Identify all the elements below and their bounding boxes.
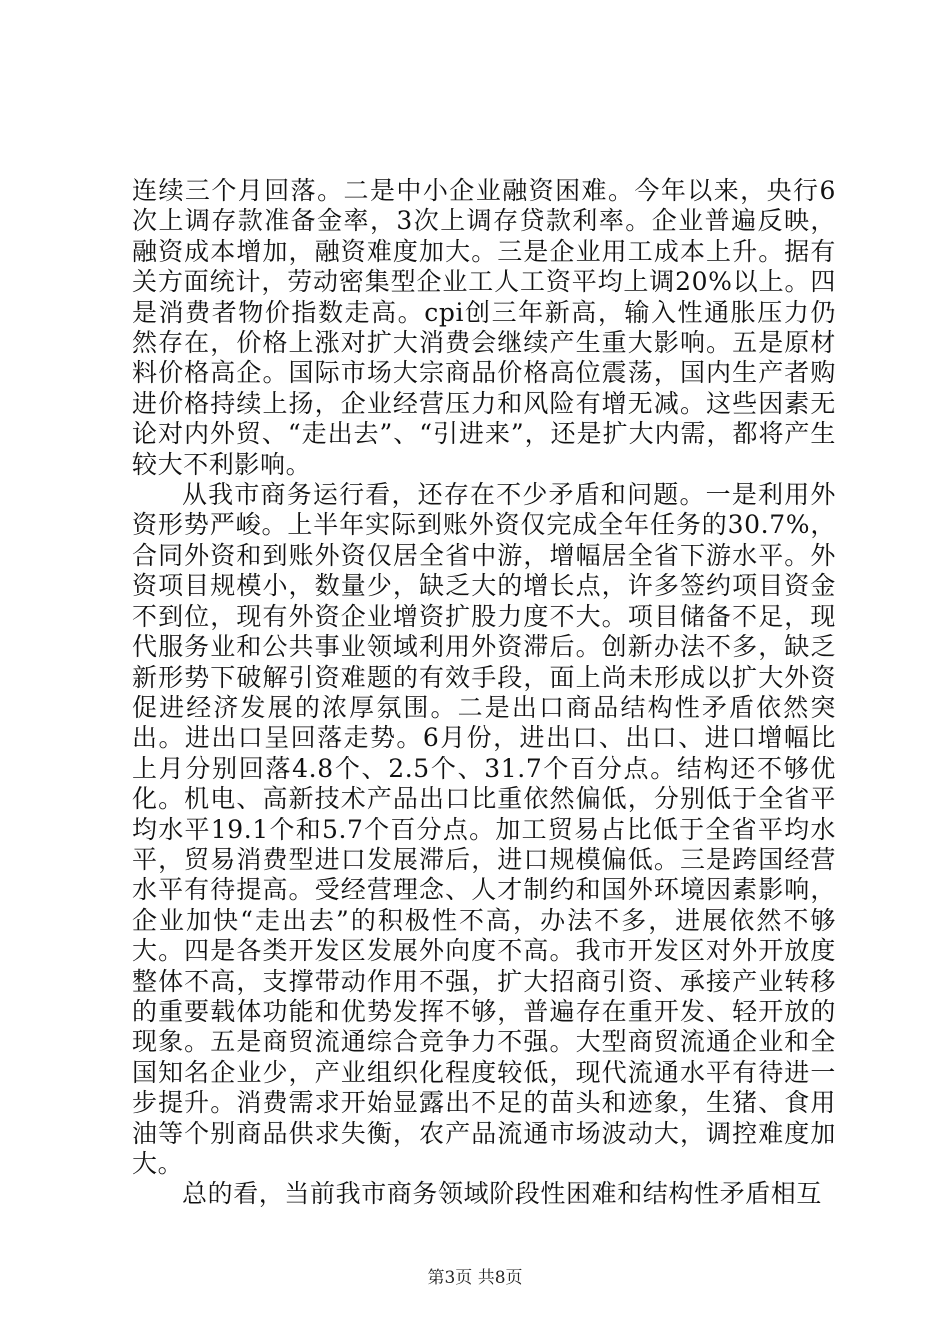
paragraph-1: 连续三个月回落。二是中小企业融资困难。今年以来，央行6次上调存款准备金率，3次上调存贷款利率。企业普遍反映，融资成本增加，融资难度加大。三是企业用工成本上升。据有关方面统计，劳动密集型企业工人工资平均上调20%以上。四是消费者物价指数走高。cpi创三年新高，输入性通胀压力仍然存在，价格上涨对扩大消费会继续产生重大影响。五是原材料价格高企。国际市场大宗商品价格高位震荡，国内生产者购进价格持续上扬，企业经营压力和风险有增无减。这些因素无论对内外贸、“走出去”、“引进来”，还是扩大内需，都将产生较大不利影响。: [132, 176, 836, 479]
page-number-footer: 第3页 共8页: [427, 1268, 523, 1288]
document-body: [132, 176, 836, 1210]
paragraph-3: 总的看，当前我市商务领域阶段性困难和结构性矛盾相互: [182, 1179, 823, 1209]
paragraph-2: 从我市商务运行看，还存在不少矛盾和问题。一是利用外资形势严峻。上半年实际到账外资仅完成全年任务的30.7%，合同外资和到账外资仅居全省中游，增幅居全省下游水平。外资项目规模小，数量少，缺乏大的增长点，许多签约项目资金不到位，现有外资企业增资扩股力度不大。项目储备不足，现代服务业和公共事业领域利用外资滞后。创新办法不多，缺乏新形势下破解引资难题的有效手段，面上尚未形成以扩大外资促进经济发展的浓厚氛围。二是出口商品结构性矛盾依然突出。进出口呈回落走势。6月份，进出口、出口、进口增幅比上月分别回落4.8个、2.5个、31.7个百分点。结构还不够优化。机电、高新技术产品出口比重依然偏低，分别低于全省平均水平19.1个和5.7个百分点。加工贸易占比低于全省平均水平，贸易消费型进口发展滞后，进口规模偏低。三是跨国经营水平有待提高。受经营理念、人才制约和国外环境因素影响，企业加快“走出去”的积极性不高，办法不多，进展依然不够大。四是各类开发区发展外向度不高。我市开发区对外开放度整体不高，支撑带动作用不强，扩大招商引资、承接产业转移的重要载体功能和优势发挥不够，普遍存在重开发、轻开放的现象。五是商贸流通综合竞争力不强。大型商贸流通企业和全国知名企业少，产业组织化程度较低，现代流通水平有待进一步提升。消费需求开始显露出不足的苗头和迹象，生猪、食用油等个别商品供求失衡，农产品流通市场波动大，调控难度加大。: [132, 480, 836, 1178]
